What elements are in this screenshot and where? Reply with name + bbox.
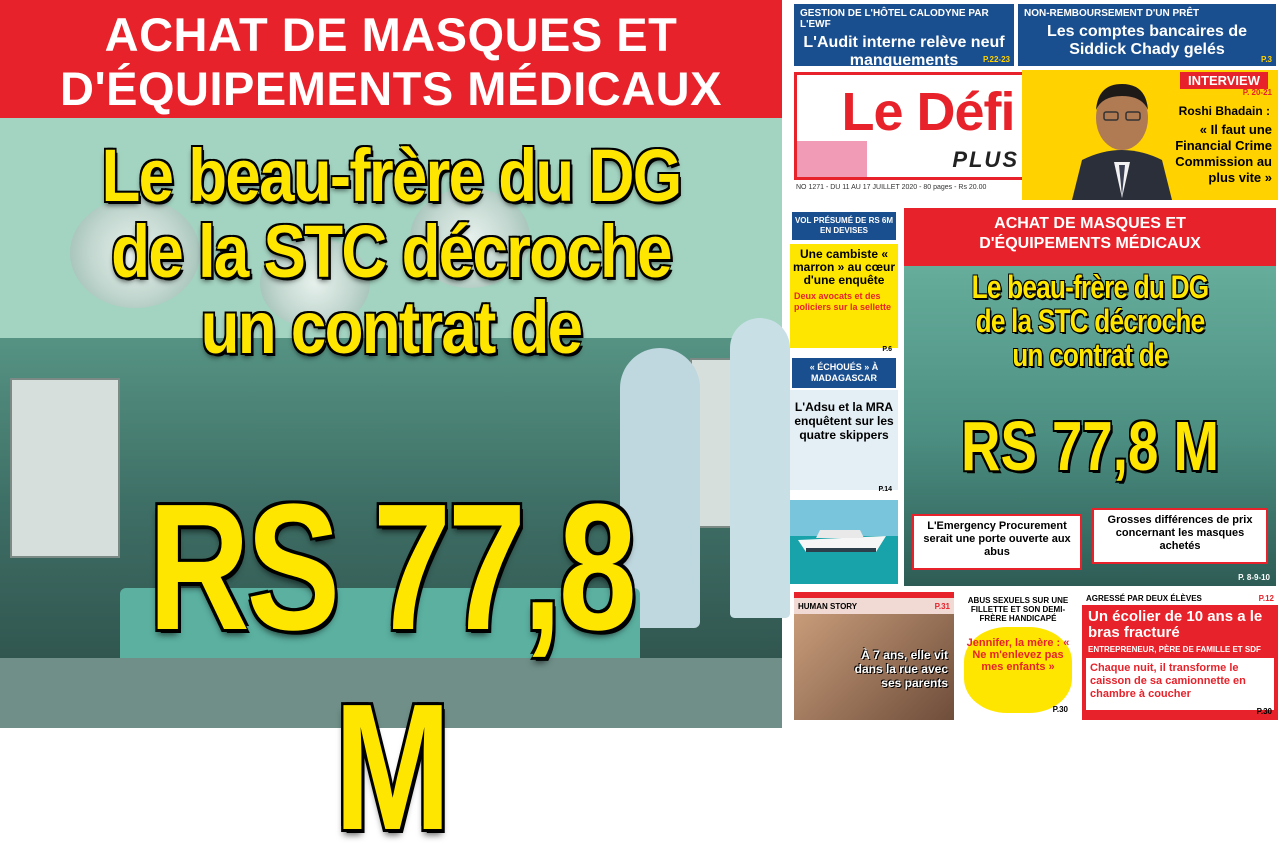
- masthead-stripe: [797, 141, 867, 177]
- aggression-title: Un écolier de 10 ans a le bras fracturé: [1088, 608, 1263, 641]
- main-kicker-line-2: D'ÉQUIPEMENTS MÉDICAUX: [979, 235, 1201, 252]
- interview-label: INTERVIEW: [1180, 72, 1268, 89]
- interview-box: [1022, 70, 1278, 200]
- teaser-accounts-title: Les comptes bancaires de Siddick Chady gelés: [1046, 23, 1248, 58]
- teaser-audit-page: P.22-23: [983, 55, 1010, 64]
- main-headline-line-2: de la STC décroche: [975, 303, 1205, 339]
- teaser-audit: [794, 4, 1014, 69]
- aggression-page: P.12: [1258, 594, 1274, 603]
- headline-line-3: un contrat de: [200, 286, 582, 369]
- main-headline: [937, 270, 1242, 372]
- headline-amount: RS 77,8 M: [148, 467, 634, 868]
- masthead-plus: PLUS: [952, 147, 1019, 172]
- teaser-accounts-tag: NON-REMBOURSEMENT D'UN PRÊT: [1024, 8, 1200, 19]
- newspaper-cover: [790, 0, 1280, 720]
- interview-quote: « Il faut une Financial Crime Commission au plus vite »: [1175, 122, 1272, 185]
- side1-sub: Deux avocats et des policiers sur la sellette: [794, 291, 892, 312]
- entrepreneur-title: Chaque nuit, il transforme le caisson de sa camionnette en chambre à coucher: [1086, 658, 1274, 710]
- masthead-name: Le Défi: [841, 82, 1015, 142]
- side2-page: P.14: [878, 486, 892, 493]
- kicker-line-2: D'ÉQUIPEMENTS MÉDICAUX: [60, 62, 722, 115]
- side2-tag: « ÉCHOUÉS » À MADAGASCAR: [792, 358, 896, 388]
- side2-title: L'Adsu et la MRA enquêtent sur les quatre skippers: [790, 390, 898, 490]
- main-kicker: [904, 208, 1276, 266]
- abuse-tag: ABUS SEXUELS SUR UNE FILLETTE ET SON DEMI-FRÈRE HANDICAPÉ: [967, 596, 1069, 623]
- main-box-procurement: L'Emergency Procurement serait une porte ouverte aux abus: [912, 514, 1082, 570]
- headline-line-1: Le beau-frère du DG: [101, 134, 681, 217]
- teaser-audit-tag: GESTION DE L'HÔTEL CALODYNE PAR L'EWF: [800, 8, 989, 30]
- teaser-accounts: [1018, 4, 1276, 66]
- entrepreneur-page: P.30: [1256, 707, 1272, 716]
- bottom-strip: [790, 592, 1280, 720]
- human-story-page: P.31: [934, 602, 950, 611]
- human-story-text: À 7 ans, elle vit dans la rue avec ses parents: [854, 648, 948, 690]
- human-story-box: [794, 592, 954, 720]
- aggression-tag: AGRESSÉ PAR DEUX ÉLÈVES: [1082, 592, 1278, 605]
- main-page: P. 8-9-10: [1238, 573, 1270, 582]
- abuse-page: P.30: [1052, 705, 1068, 714]
- side1-box: [790, 244, 898, 348]
- side1-title: Une cambiste « marron » au cœur d'une enquête: [792, 247, 896, 287]
- main-amount: RS 77,8 M: [961, 407, 1219, 485]
- interview-page: P. 20-21: [1242, 88, 1272, 97]
- main-headline: [55, 134, 728, 369]
- issue-info: NO 1271 - DU 11 AU 17 JUILLET 2020 - 80 pages - Rs 20.00: [796, 184, 987, 191]
- interview-person: Roshi Bhadain :: [1178, 104, 1270, 118]
- portrait-image: [1062, 70, 1182, 200]
- entrepreneur-tag: ENTREPRENEUR, PÈRE DE FAMILLE ET SDF: [1088, 645, 1261, 654]
- side1-tag: VOL PRÉSUMÉ DE RS 6M EN DEVISES: [792, 212, 896, 240]
- aggression-box: [1082, 592, 1278, 720]
- human-story-tag: HUMAN STORY: [798, 602, 858, 611]
- side1-page: P.6: [882, 346, 892, 353]
- headline-line-2: de la STC décroche: [111, 210, 671, 293]
- main-story: [904, 208, 1276, 586]
- side-column: [790, 210, 898, 580]
- kicker-banner: [0, 0, 782, 118]
- main-box-prices: Grosses différences de prix concernant les masques achetés: [1092, 508, 1268, 564]
- main-kicker-line-1: ACHAT DE MASQUES ET: [994, 215, 1186, 232]
- abuse-box: [958, 596, 1078, 720]
- teaser-audit-title: L'Audit interne relève neuf manquements: [803, 34, 1005, 69]
- main-headline-line-3: un contrat de: [1012, 337, 1168, 373]
- teaser-accounts-page: P.3: [1261, 55, 1272, 64]
- abuse-quote: Jennifer, la mère : « Ne m'enlevez pas mes enfants »: [964, 627, 1072, 713]
- boat-image: [790, 500, 898, 584]
- main-headline-line-1: Le beau-frère du DG: [971, 269, 1209, 305]
- kicker-line-1: ACHAT DE MASQUES ET: [104, 8, 678, 61]
